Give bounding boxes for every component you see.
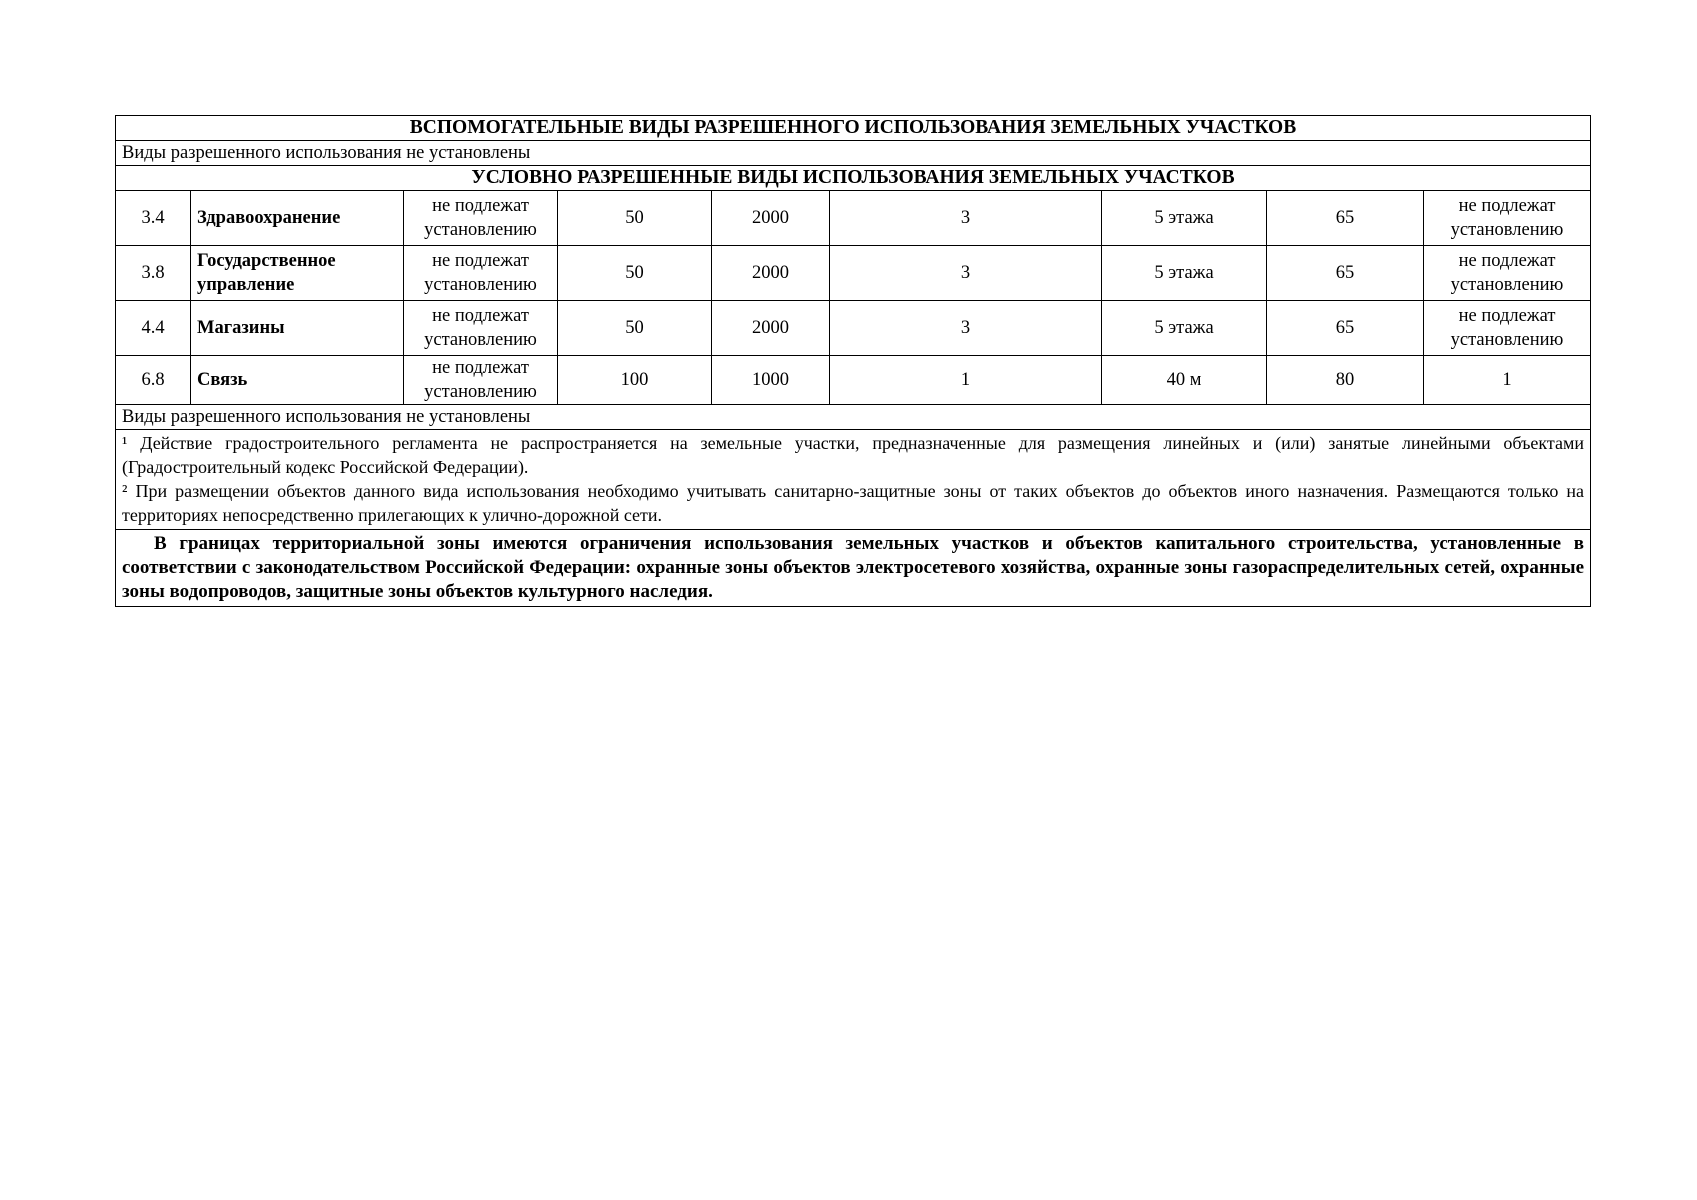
cell-max-area: 2000 <box>712 191 830 246</box>
cell-max-coverage: 65 <box>1267 246 1424 301</box>
cell-min-setback: не подлежат установлению <box>404 356 558 405</box>
cell-max-floors: 40 м <box>1102 356 1267 405</box>
cell-min-indent: 3 <box>830 246 1102 301</box>
use-code: 3.4 <box>116 191 191 246</box>
cell-min-setback: не подлежат установлению <box>404 246 558 301</box>
cell-max-area: 1000 <box>712 356 830 405</box>
cell-max-coverage: 65 <box>1267 301 1424 356</box>
table-row <box>116 356 1591 405</box>
use-name: Магазины <box>191 301 404 356</box>
cell-max-floors: 5 этажа <box>1102 191 1267 246</box>
cell-min-indent: 3 <box>830 301 1102 356</box>
cell-max-area: 2000 <box>712 301 830 356</box>
cell-min-indent: 3 <box>830 191 1102 246</box>
cell-min-setback: не подлежат установлению <box>404 191 558 246</box>
use-code: 3.8 <box>116 246 191 301</box>
use-name: Государственное управление <box>191 246 404 301</box>
cell-min-area: 100 <box>558 356 712 405</box>
table-row <box>116 246 1591 301</box>
use-code: 6.8 <box>116 356 191 405</box>
footnote-2: ² При размещении объектов данного вида использования необходимо учитывать санитарно-защитные зоны от таких объектов до объектов иного назначения. Размещаются только на территориях непосредственно прилегающих к улично-дорожной сети. <box>122 481 1585 525</box>
cell-max-coverage: 65 <box>1267 191 1424 246</box>
cell-min-area: 50 <box>558 301 712 356</box>
zoning-regulation-table <box>115 115 1591 607</box>
cell-min-setback: не подлежат установлению <box>404 301 558 356</box>
cell-max-coverage: 80 <box>1267 356 1424 405</box>
cell-max-floors: 5 этажа <box>1102 246 1267 301</box>
use-name: Связь <box>191 356 404 405</box>
table-row <box>116 301 1591 356</box>
cell-max-area: 2000 <box>712 246 830 301</box>
auxiliary-uses-note: Виды разрешенного использования не установлены <box>116 141 1591 166</box>
use-name: Здравоохранение <box>191 191 404 246</box>
use-code: 4.4 <box>116 301 191 356</box>
cell-min-area: 50 <box>558 246 712 301</box>
cell-other: не подлежат установлению <box>1424 301 1591 356</box>
cell-min-indent: 1 <box>830 356 1102 405</box>
cell-max-floors: 5 этажа <box>1102 301 1267 356</box>
cell-other: не подлежат установлению <box>1424 246 1591 301</box>
table-row <box>116 191 1591 246</box>
cell-other: 1 <box>1424 356 1591 405</box>
restrictions-paragraph: В границах территориальной зоны имеются ограничения использования земельных участков и объектов капитального строительства, установленные в соответствии с законодательством Российской Федерации: охранные зоны объектов электросетевого хозяйства, охранные зоны газораспределительных сетей, охранные зоны водопроводов, защитные зоны объектов культурного наследия. <box>116 530 1591 607</box>
cell-other: не подлежат установлению <box>1424 191 1591 246</box>
footnotes <box>116 430 1591 530</box>
conditional-uses-note: Виды разрешенного использования не установлены <box>116 405 1591 430</box>
cell-min-area: 50 <box>558 191 712 246</box>
conditional-uses-header: УСЛОВНО РАЗРЕШЕННЫЕ ВИДЫ ИСПОЛЬЗОВАНИЯ ЗЕМЕЛЬНЫХ УЧАСТКОВ <box>116 166 1591 191</box>
auxiliary-uses-header: ВСПОМОГАТЕЛЬНЫЕ ВИДЫ РАЗРЕШЕННОГО ИСПОЛЬЗОВАНИЯ ЗЕМЕЛЬНЫХ УЧАСТКОВ <box>116 116 1591 141</box>
footnote-1: ¹ Действие градостроительного регламента не распространяется на земельные участки, предназначенные для размещения линейных и (или) занятые линейными объектами (Градостроительный кодекс Российской Федерации). <box>122 433 1585 477</box>
